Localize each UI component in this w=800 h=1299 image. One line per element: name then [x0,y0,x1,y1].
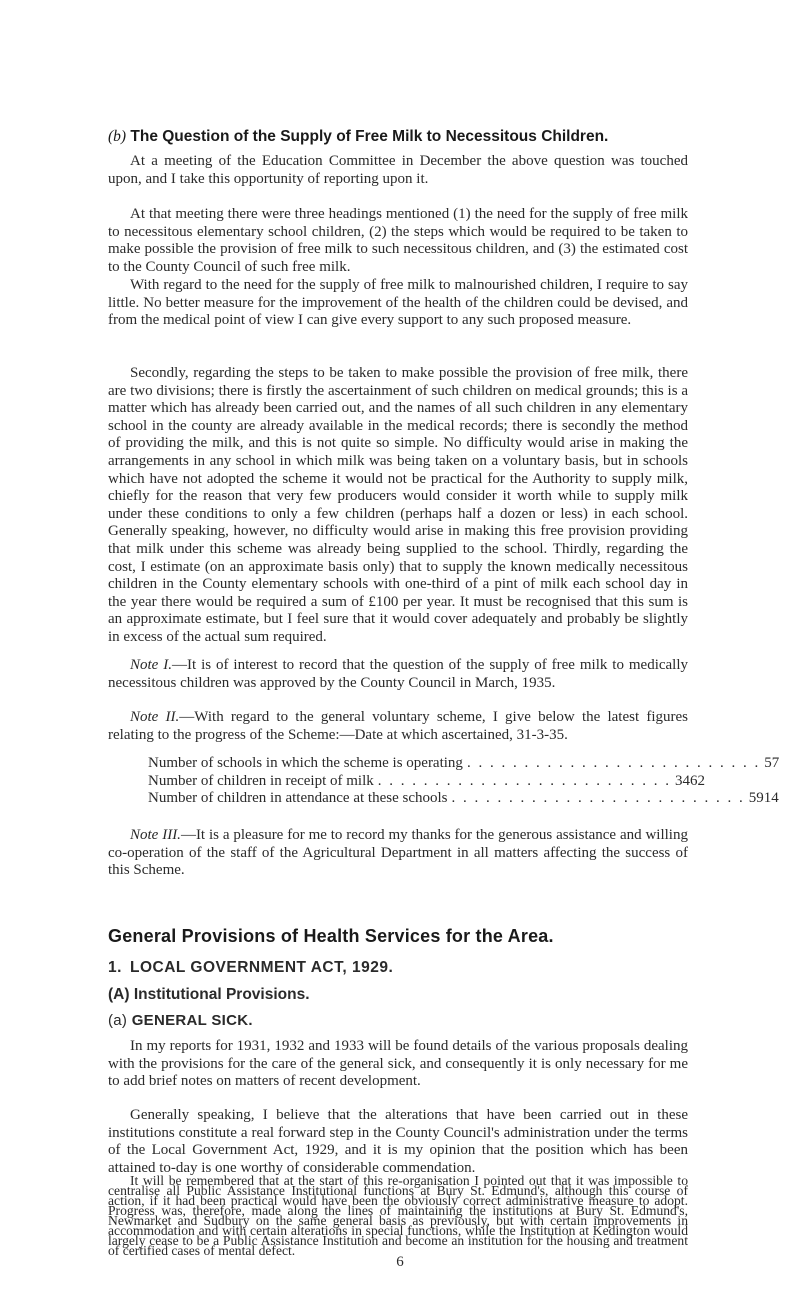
section-b-para-1 [108,153,688,188]
stats-table [148,755,780,808]
act-number: 1. [108,959,122,976]
general-heading: General Provisions of Health Services for the Area. [108,926,554,946]
general-sick-heading [108,1012,688,1029]
act-title: LOCAL GOVERNMENT ACT, 1929. [130,959,394,976]
inst-title: Institutional Provisions. [133,986,310,1003]
stat-value: 3462 [675,772,706,789]
paragraph: At a meeting of the Education Committee in December the above question was touched upon, and I take this opportunity of reporting upon it. [108,153,688,187]
stat-row [148,755,780,773]
page-number: 6 [396,1254,404,1270]
note-2 [108,709,688,744]
stat-label: Number of schools in which the scheme is operating [148,755,463,771]
paragraph: In my reports for 1931, 1932 and 1933 will be found details of the various proposals dealing with the provisions for the care of the general sick, and consequently it is only necessary for me to add brief notes on matters of recent development. [108,1038,688,1090]
note-3-text: —It is a pleasure for me to record my thanks for the generous assistance and willing co-operation of the staff of the Agricultural Department in all matters affecting the success of this Scheme. [108,827,688,879]
stat-label: Number of children in receipt of milk [148,772,374,789]
inst-label: (A) [108,986,130,1003]
leader-dots: . . . . . . . . . . . . . . . . . . . . . . . . . . [451,790,745,806]
stat-row [148,790,779,808]
stat-label: Number of children in attendance at these schools [148,790,448,806]
note-3-label: Note III. [130,827,181,843]
paragraph: It will be remembered that at the start of this re-organisation I pointed out that it was impossible to centralise all Public Assistance Institutional functions at Bury St. Edmund's, although this course of action, if it had been practical would have been the obviously correct administrative measure to adopt. Progress was, therefore, made along the lines of maintaining the institutions at Bury St. Edmund's, Newmarket and Sudbury on the same general basis as previously, but with certain improvements in accommodation and with certain alterations in special functions, while the Institution at Kedington would largely cease to be a Public Assistance Institution and become an institution for the housing and treatment of certified cases of mental defect. [108,1173,688,1258]
note-1-label: Note I. [130,657,172,673]
paragraph: With regard to the need for the supply of free milk to malnourished children, I require to say little. No better measure for the improvement of the health of the children could be devised, and from the medical point of view I can give every support to any such proposed measure. [108,277,688,329]
general-para-1 [108,1038,688,1091]
gen-label: (a) [108,1012,128,1029]
general-para-2 [108,1107,688,1177]
section-b-title [108,128,688,146]
stat-value: 5914 [748,790,779,806]
paragraph: At that meeting there were three headings mentioned (1) the need for the supply of free milk to necessitous elementary school children, (2) the steps which would be required to be taken to make possible the provision of free milk to such necessitous children, and (3) the estimated cost to the County Council of such free milk. [108,206,688,275]
section-b-para-2 [108,206,688,276]
gen-title: GENERAL SICK. [131,1012,253,1029]
note-2-text: —With regard to the general voluntary scheme, I give below the latest figures relating to the progress of the Scheme:—Date at which ascertained, 31-3-35. [108,709,689,743]
general-heading-block [108,926,688,947]
section-b-title-text: The Question of the Supply of Free Milk to Necessitous Children. [130,128,609,145]
paragraph: Generally speaking, I believe that the alterations that have been carried out in these institutions constitute a real forward step in the County Council's administration under the terms of the Local Government Act, 1929, and it is my opinion that the position which has been attained to-day is one worthy of considerable commendation. [108,1107,688,1176]
note-1 [108,657,688,692]
paragraph: Secondly, regarding the steps to be taken to make possible the provision of free milk, there are two divisions; there is firstly the ascertainment of such children on medical grounds; this is a matter which has already been carried out, and the names of all such children in any elementary school in the county are already available in the medical records; there is secondly the method of providing the milk, and this is not quite so simple. No difficulty would arise in making the arrangements in any school in which milk was being taken on a voluntary basis, but in schools which have not adopted the scheme it would not be practical for the Authority to supply milk, chiefly for the reason that very few producers would consider it worth while to supply milk under these conditions to only a few children (perhaps half a dozen or less) in each school. Generally speaking, however, no difficulty would arise in making this free provision providing that milk under this scheme was already being supplied to the school. Thirdly, regarding the cost, I estimate (on an approximate basis only) that to supply the known medically necessitous children in the County elementary schools with one-third of a pint of milk each school day in the year there would be required a sum of £100 per year. It must be recognised that this sum is an approximate estimate, but I feel sure that it would cover adequately and probably be slightly in excess of the actual sum required. [108,365,688,645]
stat-value: 57 [764,755,780,771]
section-b-para-3 [108,277,688,330]
general-para-3 [108,1173,688,1258]
section-b-para-4 [108,365,688,647]
section-b-label: (b) [108,128,127,145]
act-heading [108,959,688,977]
note-3 [108,827,688,880]
note-1-text: —It is of interest to record that the question of the supply of free milk to medically necessitous children was approved by the County Council in March, 1935. [108,657,689,691]
stat-row [148,772,706,791]
leader-dots: . . . . . . . . . . . . . . . . . . . . . . . . . . [466,755,761,771]
note-2-label: Note II. [130,709,180,725]
leader-dots: . . . . . . . . . . . . . . . . . . . . . . . . . . [377,772,672,789]
section-b-heading-block [108,128,688,146]
institutional-heading [108,986,688,1004]
